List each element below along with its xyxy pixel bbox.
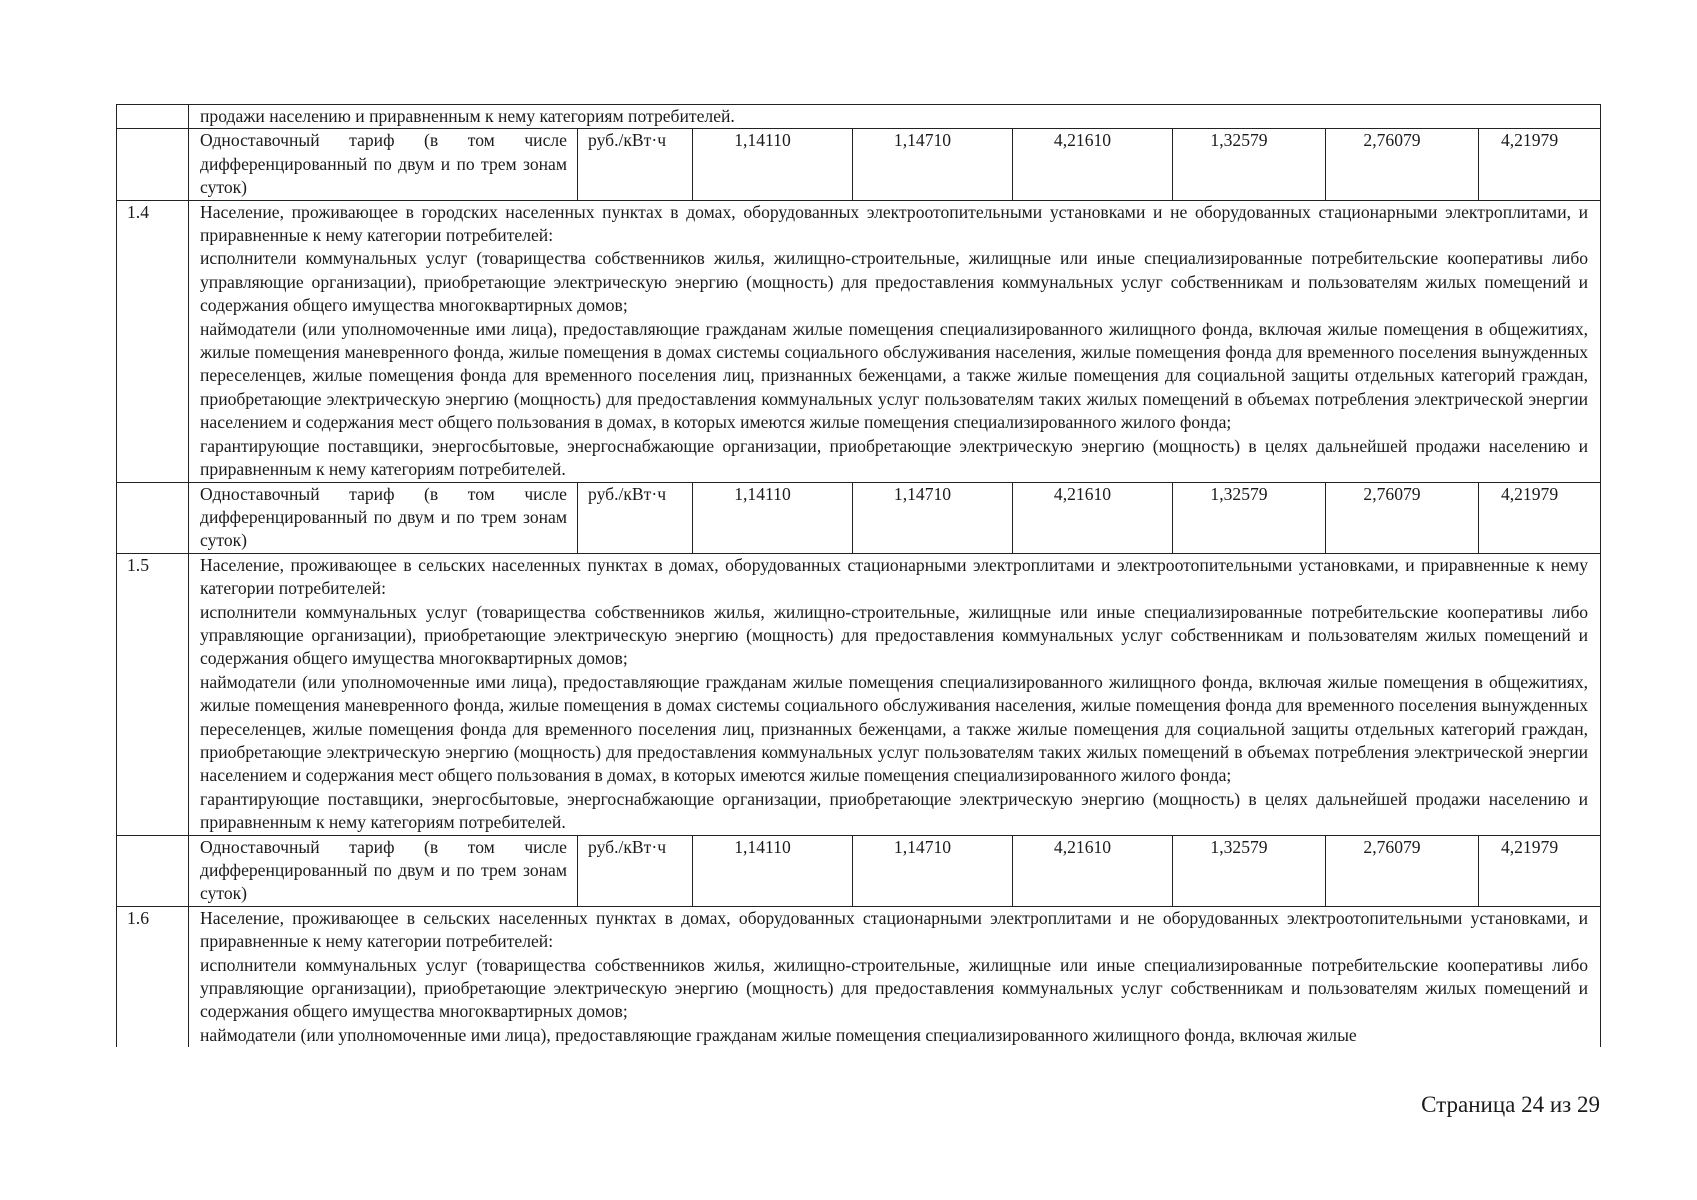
section-text-row — [117, 906, 1601, 1047]
description-paragraph: исполнители коммунальных услуг (товарищества собственников жилья, жилищно-строительные, жилищные или иные специализированные потребительские кооперативы либо управляющие организации), приобретающие электрическую энергию (мощность) для предоставления коммунальных услуг собственникам и пользователям жилых помещений и содержания общего имущества многоквартирных домов; — [200, 601, 1589, 669]
tariff-value: 2,76079 — [1326, 129, 1479, 200]
tariff-number-cell — [117, 129, 189, 200]
tariff-value: 2,76079 — [1326, 482, 1479, 553]
tariff-value: 4,21979 — [1479, 835, 1601, 906]
description-paragraph: продажи населению и приравненным к нему категориям потребителей. — [200, 106, 735, 126]
section-number: 1.5 — [117, 553, 189, 835]
tariff-row — [117, 835, 1601, 906]
tariff-value: 1,14110 — [693, 482, 853, 553]
tariff-value: 1,14710 — [853, 482, 1013, 553]
section-number — [117, 105, 189, 129]
description-paragraph: Население, проживающее в сельских населенных пунктах в домах, оборудованных стационарными электроплитами и электроотопительными установками, и приравненные к нему категории потребителей: — [200, 554, 1589, 599]
tariff-value: 1,14710 — [853, 835, 1013, 906]
description-paragraph: Население, проживающее в сельских населенных пунктах в домах, оборудованных стационарными электроплитами и не оборудованных электроотопительными установками, и приравненные к нему категории потребителей: — [200, 907, 1589, 952]
section-description — [189, 906, 1601, 1047]
tariff-unit: руб./кВт·ч — [578, 835, 693, 906]
tariff-value: 1,32579 — [1173, 482, 1326, 553]
page-number: Страница 24 из 29 — [1421, 1092, 1600, 1117]
tariff-value: 1,14710 — [853, 129, 1013, 200]
tariff-value: 4,21979 — [1479, 482, 1601, 553]
description-paragraph: гарантирующие поставщики, энергосбытовые, энергоснабжающие организации, приобретающие электрическую энергию (мощность) в целях дальнейшей продажи населению и приравненным к нему категориям потребителей. — [200, 435, 1589, 480]
section-number: 1.4 — [117, 200, 189, 482]
section-description — [189, 105, 1601, 129]
section-text-row — [117, 553, 1601, 835]
description-paragraph: исполнители коммунальных услуг (товарищества собственников жилья, жилищно-строительные, жилищные или иные специализированные потребительские кооперативы либо управляющие организации), приобретающие электрическую энергию (мощность) для предоставления коммунальных услуг собственникам и пользователям жилых помещений и содержания общего имущества многоквартирных домов; — [200, 248, 1589, 316]
description-paragraph: гарантирующие поставщики, энергосбытовые, энергоснабжающие организации, приобретающие электрическую энергию (мощность) в целях дальнейшей продажи населению и приравненным к нему категориям потребителей. — [200, 788, 1589, 833]
section-number: 1.6 — [117, 906, 189, 1047]
tariff-value: 1,32579 — [1173, 835, 1326, 906]
tariff-table — [116, 104, 1601, 1047]
description-paragraph: наймодатели (или уполномоченные ими лица), предоставляющие гражданам жилые помещения специализированного жилищного фонда, включая жилые помещения в общежитиях, жилые помещения маневренного фонда, жилые помещения в домах системы социального обслуживания населения, жилые помещения фонда для временного поселения вынужденных переселенцев, жилые помещения фонда для временного поселения лиц, признанных беженцами, а также жилые помещения для социальной защиты отдельных категорий граждан, приобретающие электрическую энергию (мощность) для предоставления коммунальных услуг пользователям таких жилых помещений в объемах потребления электрической энергии населением и содержания мест общего пользования в домах, в которых имеются жилые помещения специализированного жилого фонда; — [200, 671, 1589, 786]
tariff-number-cell — [117, 482, 189, 553]
section-description — [189, 200, 1601, 482]
tariff-value: 4,21610 — [1013, 482, 1173, 553]
tariff-value: 1,14110 — [693, 835, 853, 906]
section-description — [189, 553, 1601, 835]
tariff-row — [117, 129, 1601, 200]
tariff-value: 4,21610 — [1013, 129, 1173, 200]
description-paragraph: наймодатели (или уполномоченные ими лица), предоставляющие гражданам жилые помещения специализированного жилищного фонда, включая жилые — [200, 1024, 1357, 1045]
section-text-row — [117, 105, 1601, 129]
tariff-label: Одноставочный тариф (в том числе дифференцированный по двум и по трем зонам суток) — [189, 482, 578, 553]
description-paragraph: исполнители коммунальных услуг (товарищества собственников жилья, жилищно-строительные, жилищные или иные специализированные потребительские кооперативы либо управляющие организации), приобретающие электрическую энергию (мощность) для предоставления коммунальных услуг собственникам и пользователям жилых помещений и содержания общего имущества многоквартирных домов; — [200, 954, 1589, 1022]
tariff-value: 4,21610 — [1013, 835, 1173, 906]
tariff-unit: руб./кВт·ч — [578, 129, 693, 200]
section-text-row — [117, 200, 1601, 482]
description-paragraph: наймодатели (или уполномоченные ими лица), предоставляющие гражданам жилые помещения специализированного жилищного фонда, включая жилые помещения в общежитиях, жилые помещения маневренного фонда, жилые помещения в домах системы социального обслуживания населения, жилые помещения фонда для временного поселения вынужденных переселенцев, жилые помещения фонда для временного поселения лиц, признанных беженцами, а также жилые помещения для социальной защиты отдельных категорий граждан, приобретающие электрическую энергию (мощность) для предоставления коммунальных услуг пользователям таких жилых помещений в объемах потребления электрической энергии населением и содержания мест общего пользования в домах, в которых имеются жилые помещения специализированного жилого фонда; — [200, 318, 1589, 433]
tariff-number-cell — [117, 835, 189, 906]
tariff-value: 2,76079 — [1326, 835, 1479, 906]
tariff-label: Одноставочный тариф (в том числе дифференцированный по двум и по трем зонам суток) — [189, 835, 578, 906]
description-paragraph: Население, проживающее в городских населенных пунктах в домах, оборудованных электроотопительными установками и не оборудованных стационарными электроплитами, и приравненные к нему категории потребителей: — [200, 201, 1589, 246]
tariff-value: 1,32579 — [1173, 129, 1326, 200]
tariff-unit: руб./кВт·ч — [578, 482, 693, 553]
tariff-label: Одноставочный тариф (в том числе дифференцированный по двум и по трем зонам суток) — [189, 129, 578, 200]
tariff-value: 4,21979 — [1479, 129, 1601, 200]
tariff-row — [117, 482, 1601, 553]
tariff-value: 1,14110 — [693, 129, 853, 200]
